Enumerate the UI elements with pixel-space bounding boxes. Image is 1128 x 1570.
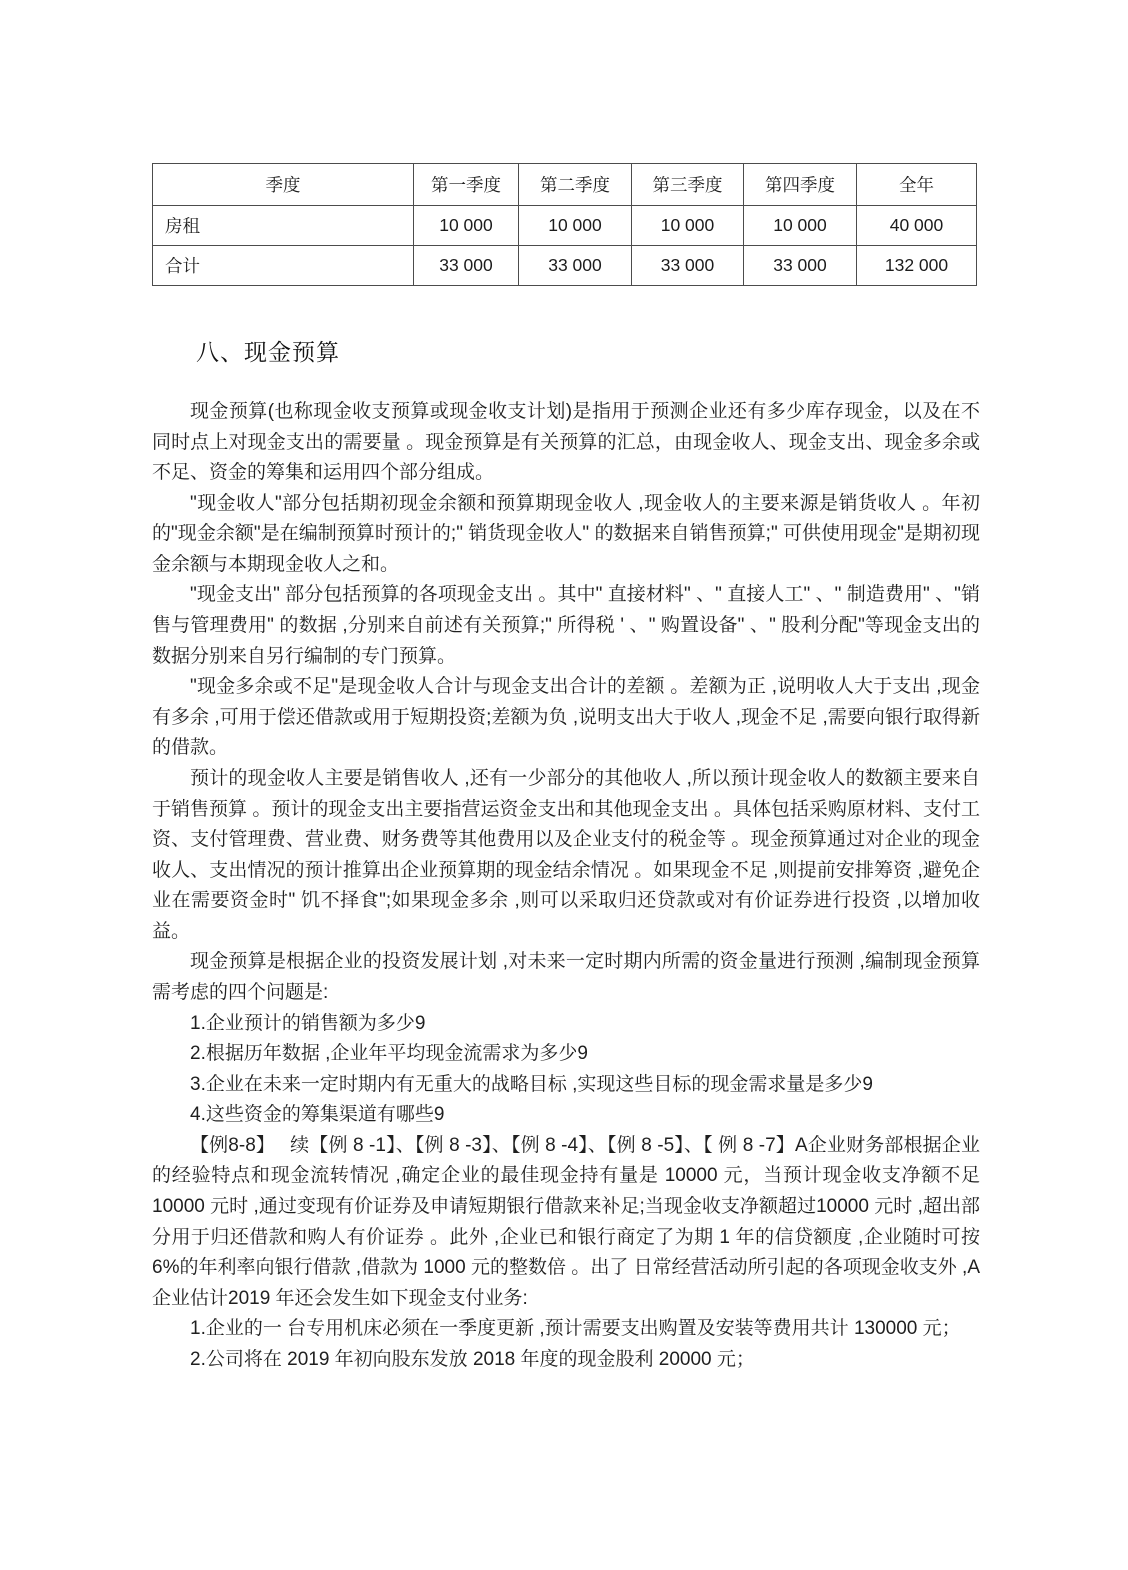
table-cell-value: 33 000 (519, 246, 632, 286)
table-header-q2: 第二季度 (519, 164, 632, 206)
table-cell-value: 33 000 (414, 246, 519, 286)
list-item: 3.企业在未来一定时期内有无重大的战略目标 ,实现这些目标的现金需求量是多少9 (190, 1073, 873, 1095)
table-row-rent (153, 206, 977, 246)
table-row-total (153, 246, 977, 286)
list-item: 2.公司将在 2019 年初向股东发放 2018 年度的现金股利 20000 元； (190, 1348, 755, 1370)
table-cell-value: 33 000 (632, 246, 744, 286)
table-cell-value: 40 000 (857, 206, 977, 246)
table-header-q4: 第四季度 (744, 164, 857, 206)
example-paragraph: 【例8-8】 续【例 8 -1】、【例 8 -3】、【例 8 -4】、【例 8 -5】、【 例 8 -7】A企业财务部根据企业的经验特点和现金流转情况 ,确定企业的最佳现金持有量是 10000 元，当预计现金收支净额不足10000 元时 ,通过变现有价证券及申请短期银行借款来补足;当现金收支净额超过10000 元时 ,超出部分用于归还借款和购人有价证券 。此外 ,企业已和银行商定了为期 1 年的信贷额度 ,企业随时可按6%的年利率向银行借款 ,借款为 1000 元的整数倍 。出了 日常经营活动所引起的各项现金收支外 ,A企业估计2019 年还会发生如下现金支付业务: (152, 1134, 980, 1309)
table-header-row (153, 164, 977, 206)
list-item: 1.企业的一 台专用机床必须在一季度更新 ,预计需要支出购置及安装等费用共计 130000 元； (190, 1318, 961, 1340)
table-cell-label: 房租 (153, 206, 414, 246)
table-cell-value: 10 000 (744, 206, 857, 246)
paragraph: 现金预算是根据企业的投资发展计划 ,对未来一定时期内所需的资金量进行预测 ,编制现金预算需考虑的四个问题是: (152, 951, 980, 1003)
paragraph: 预计的现金收人主要是销售收人 ,还有一少部分的其他收人 ,所以预计现金收人的数额主要来自于销售预算 。预计的现金支出主要指营运资金支出和其他现金支出 。具体包括采购原材料、支付工资、支付管理费、营业费、财务费等其他费用以及企业支付的税金等 。现金预算通过对企业的现金收人、支出情况的预计推算出企业预算期的现金结余情况 。如果现金不足 ,则提前安排筹资 ,避免企业在需要资金时" 饥不择食";如果现金多余 ,则可以采取归还贷款或对有价证券进行投资 ,以增加收益。 (152, 767, 980, 942)
table-header-year: 全年 (857, 164, 977, 206)
table-cell-value: 10 000 (414, 206, 519, 246)
paragraph: "现金收人"部分包括期初现金余额和预算期现金收人 ,现金收人的主要来源是销货收人 。年初的"现金余额"是在编制预算时预计的;" 销货现金收人" 的数据来自销售预算;" 可供使用现金"是期初现金余额与本期现金收人之和。 (152, 492, 980, 575)
list-item: 2.根据历年数据 ,企业年平均现金流需求为多少9 (190, 1043, 588, 1065)
list-item: 1.企业预计的销售额为多少9 (190, 1012, 426, 1034)
table-header-q1: 第一季度 (414, 164, 519, 206)
quarterly-budget-table (152, 163, 977, 286)
list-item: 4.这些资金的筹集渠道有哪些9 (190, 1104, 445, 1126)
table-cell-value: 10 000 (632, 206, 744, 246)
table-cell-value: 33 000 (744, 246, 857, 286)
table-header-q3: 第三季度 (632, 164, 744, 206)
table-cell-value: 10 000 (519, 206, 632, 246)
paragraph: "现金支出" 部分包括预算的各项现金支出 。其中" 直接材料" 、" 直接人工" 、" 制造费用" 、"销售与管理费用" 的数据 ,分别来自前述有关预算;" 所得税 ' 、" 购置设备" 、" 股利分配"等现金支出的数据分别来自另行编制的专门预算。 (152, 584, 980, 667)
paragraph: 现金预算(也称现金收支预算或现金收支计划)是指用于预测企业还有多少库存现金，以及在不同时点上对现金支出的需要量 。现金预算是有关预算的汇总，由现金收人、现金支出、现金多余或不足、资金的筹集和运用四个部分组成。 (152, 401, 980, 484)
table-cell-label: 合计 (153, 246, 414, 286)
section-heading: 八、现金预算 (196, 339, 340, 365)
table-header-quarter: 季度 (153, 164, 414, 206)
paragraph: "现金多余或不足"是现金收人合计与现金支出合计的差额 。差额为正 ,说明收人大于支出 ,现金有多余 ,可用于偿还借款或用于短期投资;差额为负 ,说明支出大于收人 ,现金不足 ,需要向银行取得新的借款。 (152, 676, 980, 759)
table-cell-value: 132 000 (857, 246, 977, 286)
